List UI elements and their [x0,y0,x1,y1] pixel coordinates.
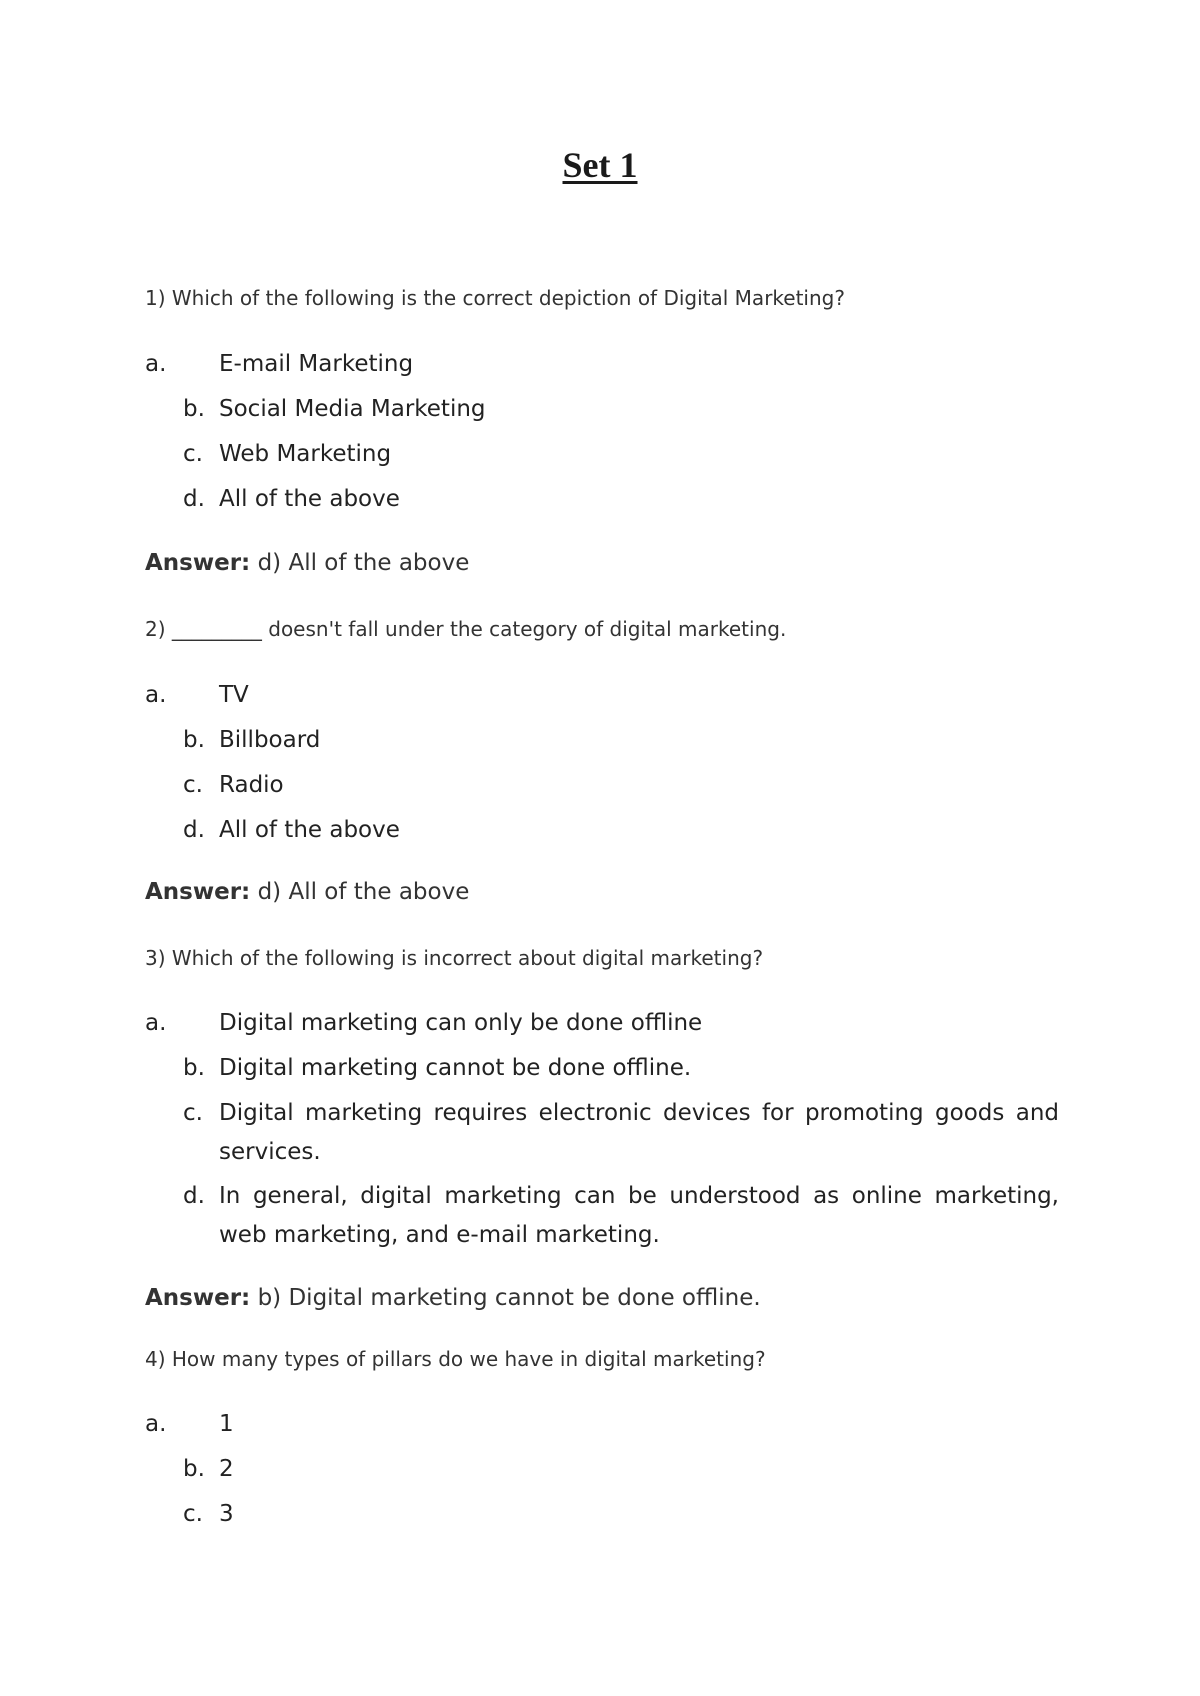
option-letter: a. [145,1010,167,1036]
question-3-option-c [183,1094,1059,1172]
option-text: Digital marketing cannot be done offline. [219,1055,692,1081]
option-letter: b. [183,727,205,753]
option-letter: c. [183,1100,203,1126]
option-text: In general, digital marketing can be understood as online marketing, web marketing, and e-mail marketing. [219,1183,1059,1248]
option-text: Billboard [219,727,321,753]
option-text: 1 [219,1411,234,1437]
option-letter: b. [183,1456,205,1482]
question-1-prompt: 1) Which of the following is the correct depiction of Digital Marketing? [145,286,845,310]
option-text: Social Media Marketing [219,396,486,422]
option-text: Radio [219,772,284,798]
question-3-option-a [145,1004,1059,1043]
option-text: All of the above [219,486,400,512]
option-text: Digital marketing can only be done offline [219,1010,703,1036]
question-3-answer [145,1282,761,1314]
answer-label: Answer: [145,1285,251,1311]
question-2-option-d [183,811,400,850]
question-1-answer [145,547,469,579]
question-2-option-b [183,721,321,760]
option-letter: a. [145,682,167,708]
question-3-prompt: 3) Which of the following is incorrect about digital marketing? [145,946,764,970]
option-letter: a. [145,351,167,377]
option-letter: d. [183,1183,205,1209]
question-3-option-b [183,1049,1059,1088]
option-text: 3 [219,1501,234,1527]
option-text: TV [219,682,249,708]
option-letter: d. [183,486,205,512]
question-1-option-d [183,480,400,519]
option-letter: c. [183,772,203,798]
option-text: E-mail Marketing [219,351,414,377]
question-2-option-c [183,766,284,805]
question-3-option-d [183,1177,1059,1255]
question-4-prompt: 4) How many types of pillars do we have in digital marketing? [145,1347,766,1371]
answer-text: d) All of the above [257,879,470,905]
question-4-option-b [183,1450,234,1489]
option-letter: d. [183,817,205,843]
option-text: 2 [219,1456,234,1482]
answer-label: Answer: [145,879,251,905]
option-letter: c. [183,1501,203,1527]
question-4-option-a [145,1405,234,1444]
page-title: Set 1 [562,145,638,185]
question-1-option-b [183,390,486,429]
option-text: Web Marketing [219,441,392,467]
answer-text: d) All of the above [257,550,470,576]
question-1-option-a [145,345,414,384]
question-2-option-a [145,676,249,715]
answer-text: b) Digital marketing cannot be done offline. [257,1285,761,1311]
option-letter: c. [183,441,203,467]
option-letter: b. [183,1055,205,1081]
option-text: All of the above [219,817,400,843]
answer-label: Answer: [145,550,251,576]
question-1-option-c [183,435,392,474]
option-letter: a. [145,1411,167,1437]
question-2-prompt: 2) _________ doesn't fall under the category of digital marketing. [145,617,787,641]
option-letter: b. [183,396,205,422]
question-2-answer [145,876,469,908]
question-4-option-c [183,1495,234,1534]
option-text: Digital marketing requires electronic devices for promoting goods and services. [219,1100,1059,1165]
